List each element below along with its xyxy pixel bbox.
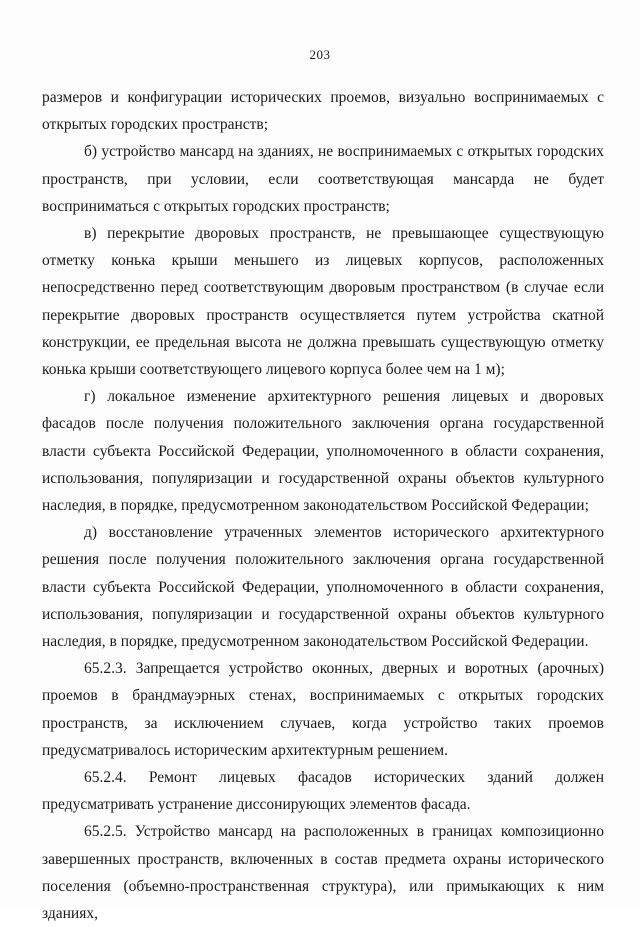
- paragraph-item-v: в) перекрытие дворовых пространств, не превышающее существующую отметку конька крыши меньшего из лицевых корпусов, расположенных непосредственно перед соответствующим дворовым пространством (в случае если перекрытие дворовых пространств осуществляется путем устройства скатной конструкции, ее предельная высота не должна превышать существующую отметку конька крыши соответствующего лицевого корпуса более чем на 1 м);: [42, 225, 604, 379]
- document-body: [42, 84, 604, 927]
- paragraph-65-2-4: 65.2.4. Ремонт лицевых фасадов исторических зданий должен предусматривать устранение диссонирующих элементов фасада.: [42, 769, 604, 814]
- paragraph-item-g: г) локальное изменение архитектурного решения лицевых и дворовых фасадов после получения положительного заключения органа государственной власти субъекта Российской Федерации, уполномоченного в области сохранения, использования, популяризации и государственной охраны объектов культурного наследия, в порядке, предусмотренном законодательством Российской Федерации;: [42, 388, 604, 515]
- paragraph-65-2-5: 65.2.5. Устройство мансард на расположенных в границах композиционно завершенных пространств, включенных в состав предмета охраны исторического поселения (объемно-пространственная структура), или примыкающих к ним зданиях,: [42, 823, 604, 923]
- paragraph-item-b: б) устройство мансард на зданиях, не воспринимаемых с открытых городских пространств, при условии, если соответствующая мансарда не будет восприниматься с открытых городских пространств;: [42, 143, 604, 215]
- paragraph-continuation: размеров и конфигурации исторических проемов, визуально воспринимаемых с открытых городских пространств;: [42, 89, 604, 134]
- paragraph-item-d: д) восстановление утраченных элементов исторического архитектурного решения после получения положительного заключения органа государственной власти субъекта Российской Федерации, уполномоченного в области сохранения, использования, популяризации и государственной охраны объектов культурного наследия, в порядке, предусмотренном законодательством Российской Федерации.: [42, 524, 604, 651]
- page-number: 203: [309, 47, 331, 62]
- paragraph-65-2-3: 65.2.3. Запрещается устройство оконных, дверных и воротных (арочных) проемов в брандмауэрных стенах, воспринимаемых с открытых городских пространств, за исключением случаев, когда устройство таких проемов предусматривалось историческим архитектурным решением.: [42, 660, 604, 759]
